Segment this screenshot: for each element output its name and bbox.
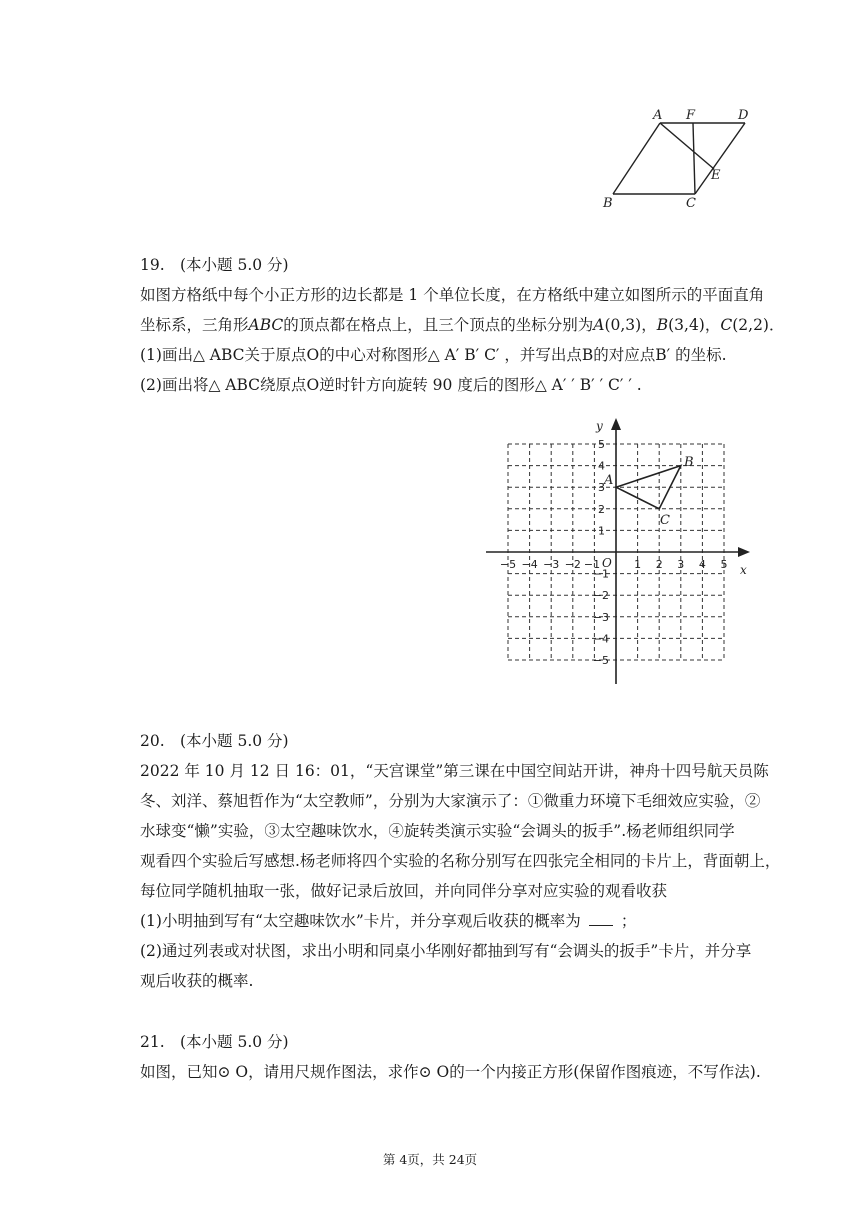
x-tick-label: −1 [583,558,601,571]
segment-fc [693,123,695,194]
question-part-2-cont: 观后收获的概率. [140,972,254,990]
question-score: (本小题 5.0 分) [180,732,289,750]
label-c: C [686,196,696,211]
x-tick-label: −5 [499,558,517,571]
x-axis-label: x [740,563,747,577]
y-tick-label: 3 [598,481,605,495]
question-text-line: 观看四个实验后写感想.杨老师将四个实验的名称分别写在四张完全相同的卡片上，背面朝上， [140,852,781,870]
y-tick-label: −4 [592,632,609,646]
x-tick-label: 3 [677,558,685,571]
point-c-label: C [660,513,670,528]
question-part-1: (1)画出△ ABC关于原点O的中心对称图形△ A′ B′ C′ ，并写出点B的对应点B′ 的坐标. [140,346,727,364]
y-tick-label: 4 [598,459,605,473]
x-tick-label: 2 [655,558,663,571]
question-header [140,726,770,756]
parallelogram-figure [595,103,765,215]
question-19 [140,250,785,400]
question-number: 19. [140,256,165,274]
y-tick-label: −5 [592,654,609,667]
question-number: 20. [140,732,165,750]
x-tick-label: 1 [634,558,642,571]
label-f: F [686,108,696,123]
question-text-line: 如图方格纸中每个小正方形的边长都是 1 个单位长度，在方格纸中建立如图所示的平面直角 [140,286,765,304]
question-number: 21. [140,1033,165,1051]
question-20 [140,726,781,996]
question-score: (本小题 5.0 分) [180,1033,289,1051]
question-part-2: (2)画出将△ ABC绕原点O逆时针方向旋转 90 度后的图形△ A′ ′ B′ ′ C′ ′ . [140,376,642,394]
x-axis-arrow [738,547,750,557]
y-tick-label: 1 [598,524,605,538]
label-d: D [738,108,749,123]
question-score: (本小题 5.0 分) [180,256,289,274]
y-tick-label: −2 [592,589,609,603]
point-b-label: B [684,455,694,470]
y-tick-label: 5 [598,438,605,451]
coordinate-grid-figure [480,416,760,688]
question-text-line: 水球变“懒”实验，③太空趣味饮水，④旋转类演示实验“会调头的扳手”.杨老师组织同学 [140,822,735,840]
page-footer: 第 4页，共 24页 [382,1152,478,1167]
question-header [140,250,770,280]
label-e: E [711,168,721,183]
segment-ab [613,123,660,194]
segment-ae [660,123,714,169]
y-tick-label: −1 [592,567,609,581]
label-a: A [653,108,663,123]
question-text-line: 2022 年 10 月 12 日 16：01，“天宫课堂”第三课在中国空间站开讲，神舟十四号航天员陈 [140,762,769,780]
question-text-line: 如图，已知⊙ O，请用尺规作图法，求作⊙ O的一个内接正方形(保留作图痕迹，不写作法). [140,1063,761,1081]
y-tick-label: 2 [598,502,605,516]
label-b: B [603,196,613,211]
y-axis-arrow [611,418,621,430]
question-part-1: (1)小明抽到写有“太空趣味饮水”卡片，并分享观后收获的概率为 ； [140,912,637,930]
point-a-label: A [604,473,614,488]
axes [486,426,742,684]
question-text-line: 每位同学随机抽取一张，做好记录后放回，并向同伴分享对应实验的观看收获 [140,882,668,900]
x-tick-label: 4 [698,558,706,571]
y-axis-label: y [596,419,603,433]
question-21 [140,1027,770,1087]
x-tick-label: −3 [543,558,560,571]
x-tick-label: 5 [720,558,728,571]
x-tick-label: −2 [564,558,581,571]
x-tick-label: −4 [521,558,538,571]
question-header [140,1027,770,1057]
y-tick-label: −3 [592,610,609,624]
origin-label: O [602,556,612,570]
question-text-line: 冬、刘洋、蔡旭哲作为“太空教师”，分别为大家演示了：①微重力环境下毛细效应实验，② [140,792,761,810]
question-text-line: 坐标系，三角形ABC的顶点都在格点上，且三个顶点的坐标分别为A(0,3)，B(3,4)，C(2,2)． [140,316,785,334]
answer-blank[interactable] [589,911,613,926]
question-part-2: (2)通过列表或对状图，求出小明和同桌小华刚好都抽到写有“会调头的扳手”卡片，并分享 [140,942,752,960]
